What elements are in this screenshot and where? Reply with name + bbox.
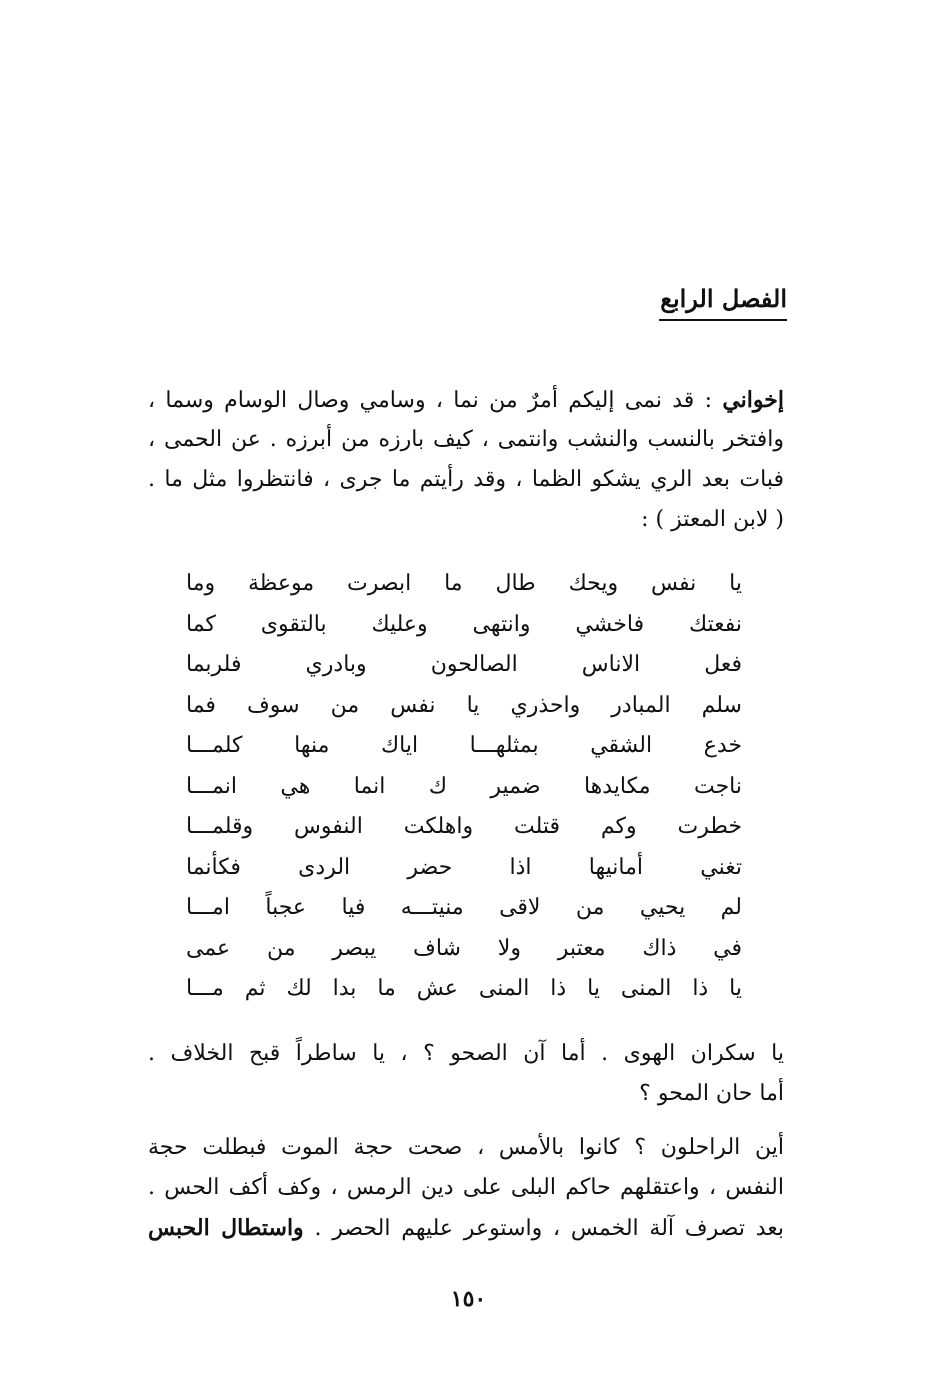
poem-verse: في ذاك معتبر ولا شاف يبصر من عمى <box>186 935 742 961</box>
intro-line-text: : قد نمى إليكم أمرٌ من نما ، وسامي وصال الوسام وسما ، <box>148 388 713 413</box>
intro-line: فبات بعد الري يشكو الظما ، وقد رأيتم ما جرى ، فانتظروا مثل ما . <box>148 467 784 492</box>
poem-verse: يا ذا المنى يا ذا المنى عش ما بدا لك ثم مـــا <box>186 976 742 1001</box>
paragraph-line-bold-text: واستطال الحبس <box>148 1215 304 1241</box>
poem-verse: يا نفس ويحك طال ما ابصرت موعظة وما <box>186 571 742 596</box>
poem <box>186 564 742 1010</box>
page-number: ١٥٠ <box>450 1286 487 1312</box>
paragraph-line: النفس ، واعتقلهم حاكم البلى على دين الرمس ، وكف أكف الحس . <box>148 1175 784 1200</box>
chapter-title: الفصل الرابع <box>659 284 787 321</box>
intro-line <box>148 380 784 420</box>
second-paragraph <box>148 1034 784 1114</box>
paragraph-line: أما حان المحو ؟ <box>639 1081 784 1106</box>
poem-verse: فعل الاناس الصالحون وبادري فلربما <box>186 652 742 677</box>
poem-verse: تغني أمانيها اذا حضر الردى فكأنما <box>186 854 742 880</box>
poem-verse: خطرت وكم قتلت واهلكت النفوس وقلمـــا <box>186 814 742 839</box>
third-paragraph <box>148 1128 784 1248</box>
poem-verse: سلم المبادر واحذري يا نفس من سوف فما <box>186 692 742 718</box>
poem-verse: نفعتك فاخشي وانتهى وعليك بالتقوى كما <box>186 611 742 637</box>
paragraph-line: يا سكران الهوى . أما آن الصحو ؟ ، يا ساطراً قبح الخلاف . <box>148 1041 784 1066</box>
poem-verse: خدع الشقي بمثلهـــا اياك منها كلمـــا <box>186 733 742 758</box>
intro-paragraph <box>148 380 784 540</box>
paragraph-line-text: بعد تصرف آلة الخمس ، واستوعر عليهم الحصر . <box>314 1216 784 1241</box>
intro-line: وافتخر بالنسب والنشب وانتمى ، كيف بارزه من أبرزه . عن الحمى ، <box>148 427 784 452</box>
poem-attribution: ( لابن المعتز ) : <box>641 507 784 532</box>
poem-verse: ناجت مكايدها ضمير ك انما هي انمـــا <box>186 773 742 799</box>
paragraph-line <box>148 1208 784 1248</box>
paragraph-line: أين الراحلون ؟ كانوا بالأمس ، صحت حجة الموت فبطلت حجة <box>148 1135 784 1160</box>
speaker-label: إخواني <box>722 387 784 413</box>
poem-verse: لم يحيي من لاقى منيتـــه فيا عجباً امـــا <box>186 895 742 920</box>
